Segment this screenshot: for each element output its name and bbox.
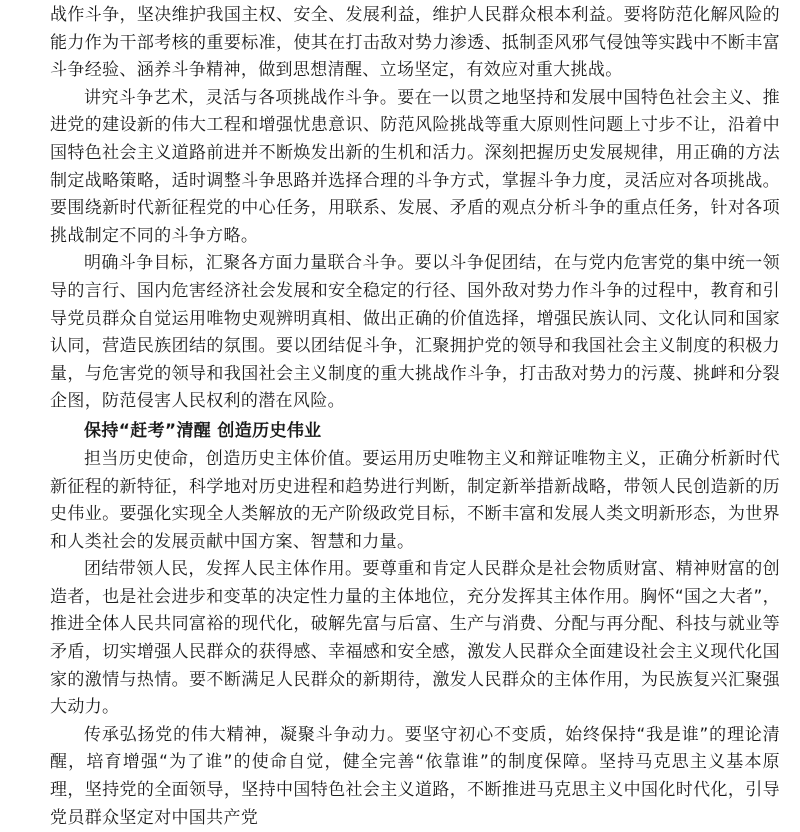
paragraph-party-spirit: 传承弘扬党的伟大精神，凝聚斗争动力。要坚守初心不变质，始终保持“我是谁”的理论清醒，培育增强“为了谁”的使命自觉，健全完善“依靠谁”的制度保障。坚持马克思主义基本原理，坚持党的全面领导，坚持中国特色社会主义道路，不断推进马克思主义中国化时代化，引导党员群众坚定对中国共产党 — [50, 724, 780, 828]
paragraph-historic-mission: 担当历史使命，创造历史主体价值。要运用历史唯物主义和辩证唯物主义，正确分析新时代新征程的新特征，科学地对历史进程和趋势进行判断，制定新举措新战略，带领人民创造新的历史伟业。要强化实现全人类解放的无产阶级政党目标，不断丰富和发展人类文明新形态，为世界和人类社会的发展贡献中国方案、智慧和力量。 — [50, 448, 780, 552]
article-body — [50, 0, 780, 832]
paragraph-struggle-art: 讲究斗争艺术，灵活与各项挑战作斗争。要在一以贯之地坚持和发展中国特色社会主义、推进党的建设新的伟大工程和增强忧患意识、防范风险挑战等重大原则性问题上寸步不让，沿着中国特色社会主义道路前进并不断焕发出新的生机和活力。深刻把握历史发展规律，用正确的方法制定战略策略，适时调整斗争思路并选择合理的斗争方式，掌握斗争力度，灵活应对各项挑战。要围绕新时代新征程党的中心任务，用联系、发展、矛盾的观点分析斗争的重点任务，针对各项挑战制定不同的斗争方略。 — [50, 87, 780, 246]
paragraph-struggle-goal: 明确斗争目标，汇聚各方面力量联合斗争。要以斗争促团结，在与党内危害党的集中统一领导的言行、国内危害经济社会发展和安全稳定的行径、国外敌对势力作斗争的过程中，教育和引导党员群众自觉运用唯物史观辨明真相、做出正确的价值选择，增强民族认同、文化认同和国家认同，营造民族团结的氛围。要以团结促斗争，汇聚拥护党的领导和我国社会主义制度的积极力量，与危害党的领导和我国社会主义制度的重大挑战作斗争，打击敌对势力的污蔑、挑衅和分裂企图，防范侵害人民权利的潜在风险。 — [50, 253, 780, 412]
section-heading: 保持“赶考”清醒 创造历史伟业 — [84, 420, 322, 441]
paragraph-unite-people: 团结带领人民，发挥人民主体作用。要尊重和肯定人民群众是社会物质财富、精神财富的创造者，也是社会进步和变革的决定性力量的主体地位，充分发挥其主体作用。胸怀“国之大者”，推进全体人民共同富裕的现代化，破解先富与后富、生产与消费、分配与再分配、科技与就业等矛盾，切实增强人民群众的获得感、幸福感和安全感，激发人民群众全面建设社会主义现代化国家的激情与热情。要不断满足人民群众的新期待，激发人民群众的主体作用，为民族复兴汇聚强大动力。 — [50, 559, 780, 718]
paragraph-continuation: 战作斗争，坚决维护我国主权、安全、发展利益，维护人民群众根本利益。要将防范化解风险的能力作为干部考核的重要标准，使其在打击敌对势力渗透、抵制歪风邪气侵蚀等实践中不断丰富斗争经验、涵养斗争精神，做到思想清醒、立场坚定，有效应对重大挑战。 — [50, 5, 780, 81]
